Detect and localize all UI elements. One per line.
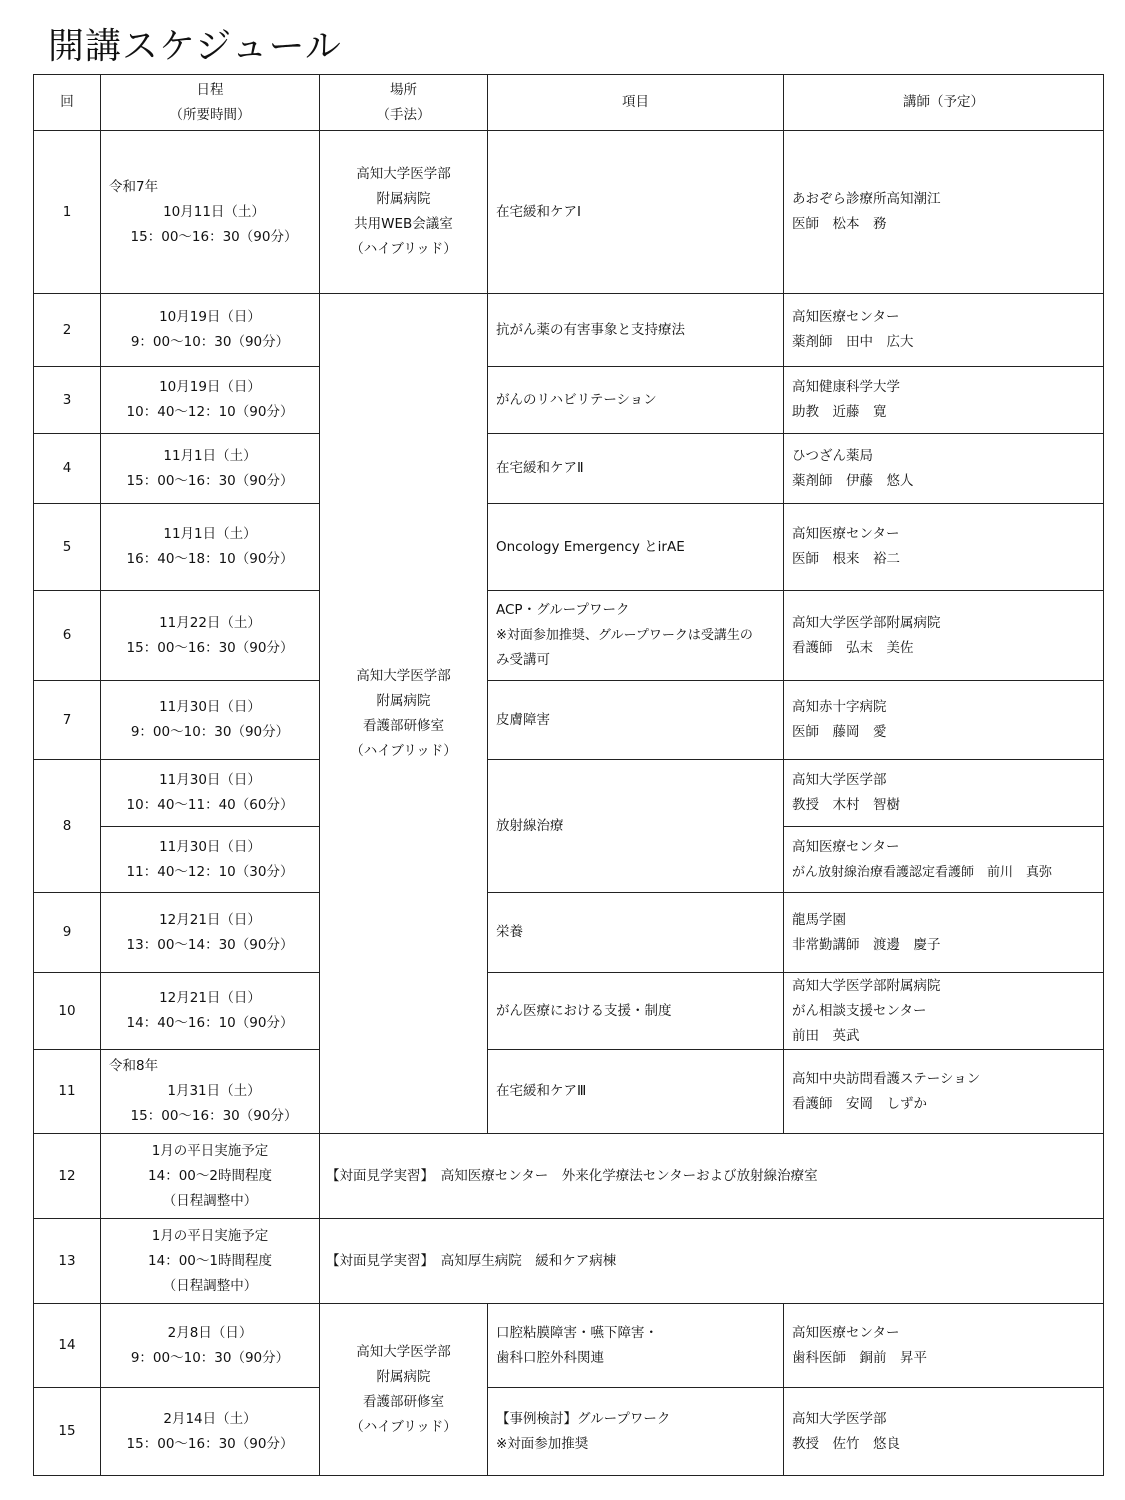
session-lecturer: 高知医療センター 薬剤師 田中 広大 [784, 294, 1104, 367]
header-place: 場所 （手法） [320, 75, 488, 131]
session-lecturer: 高知中央訪問看護ステーション 看護師 安岡 しずか [784, 1050, 1104, 1134]
table-row [34, 1134, 1104, 1219]
session-date: 12月21日（日） 14：40～16：10（90分） [101, 973, 320, 1050]
session-date: 12月21日（日） 13：00～14：30（90分） [101, 893, 320, 973]
session-date: 2月14日（土） 15：00～16：30（90分） [101, 1388, 320, 1476]
session-item: 栄養 [488, 893, 784, 973]
session-date: 令和7年 10月11日（土） 15：00～16：30（90分） [101, 131, 320, 294]
session-item: 抗がん薬の有害事象と支持療法 [488, 294, 784, 367]
session-item: 放射線治療 [488, 760, 784, 893]
table-row [34, 504, 1104, 591]
session-lecturer: 龍馬学園 非常勤講師 渡邊 慶子 [784, 893, 1104, 973]
session-date: 10月19日（日） 9：00～10：30（90分） [101, 294, 320, 367]
session-number: 14 [34, 1304, 101, 1388]
table-row [34, 131, 1104, 294]
session-number: 6 [34, 591, 101, 681]
table-row [34, 681, 1104, 760]
header-item: 項目 [488, 75, 784, 131]
session-date: 11月30日（日） 9：00～10：30（90分） [101, 681, 320, 760]
session-lecturer: 高知大学医学部附属病院 がん相談支援センター 前田 英武 [784, 973, 1104, 1050]
session-date: 1月の平日実施予定 14：00～2時間程度 （日程調整中） [101, 1134, 320, 1219]
header-no: 回 [34, 75, 101, 131]
table-row [34, 893, 1104, 973]
session-number: 3 [34, 367, 101, 434]
table-row [34, 1219, 1104, 1304]
table-row [34, 591, 1104, 681]
session-item: がんのリハビリテーション [488, 367, 784, 434]
session-lecturer: 高知医療センター 歯科医師 銅前 昇平 [784, 1304, 1104, 1388]
session-number: 13 [34, 1219, 101, 1304]
session-lecturer: 高知健康科学大学 助教 近藤 寛 [784, 367, 1104, 434]
session-date: 11月1日（土） 16：40～18：10（90分） [101, 504, 320, 591]
session-date: 令和8年 1月31日（土） 15：00～16：30（90分） [101, 1050, 320, 1134]
session-number: 2 [34, 294, 101, 367]
schedule-table [33, 74, 1104, 1476]
site-visit-description: 【対面見学実習】 高知厚生病院 緩和ケア病棟 [320, 1219, 1104, 1304]
page-title: 開講スケジュール [48, 26, 342, 67]
table-row [34, 434, 1104, 504]
session-number: 7 [34, 681, 101, 760]
session-number: 15 [34, 1388, 101, 1476]
session-lecturer: 高知大学医学部附属病院 看護師 弘末 美佐 [784, 591, 1104, 681]
session-item: 在宅緩和ケアⅢ [488, 1050, 784, 1134]
session-date: 11月30日（日） 11：40～12：10（30分） [101, 827, 320, 893]
session-date: 11月22日（土） 15：00～16：30（90分） [101, 591, 320, 681]
session-number: 9 [34, 893, 101, 973]
session-item: 【事例検討】グループワーク ※対面参加推奨 [488, 1388, 784, 1476]
session-lecturer: あおぞら診療所高知潮江 医師 松本 務 [784, 131, 1104, 294]
session-date: 2月8日（日） 9：00～10：30（90分） [101, 1304, 320, 1388]
session-item: がん医療における支援・制度 [488, 973, 784, 1050]
session-item: 在宅緩和ケアⅠ [488, 131, 784, 294]
session-number: 4 [34, 434, 101, 504]
table-row [34, 294, 1104, 367]
session-lecturer: 高知赤十字病院 医師 藤岡 愛 [784, 681, 1104, 760]
session-place: 高知大学医学部 附属病院 看護部研修室 （ハイブリッド） [320, 294, 488, 1134]
session-number: 11 [34, 1050, 101, 1134]
session-date: 11月1日（土） 15：00～16：30（90分） [101, 434, 320, 504]
site-visit-description: 【対面見学実習】 高知医療センター 外来化学療法センターおよび放射線治療室 [320, 1134, 1104, 1219]
session-date: 1月の平日実施予定 14：00～1時間程度 （日程調整中） [101, 1219, 320, 1304]
session-number: 12 [34, 1134, 101, 1219]
table-row [34, 1388, 1104, 1476]
header-row [34, 75, 1104, 131]
session-item: 口腔粘膜障害・嚥下障害・ 歯科口腔外科関連 [488, 1304, 784, 1388]
session-number: 8 [34, 760, 101, 893]
session-lecturer: 高知医療センター 医師 根来 裕二 [784, 504, 1104, 591]
session-date: 11月30日（日） 10：40～11：40（60分） [101, 760, 320, 827]
session-item: 皮膚障害 [488, 681, 784, 760]
session-item: 在宅緩和ケアⅡ [488, 434, 784, 504]
session-number: 5 [34, 504, 101, 591]
session-number: 1 [34, 131, 101, 294]
session-lecturer: 高知大学医学部 教授 佐竹 悠良 [784, 1388, 1104, 1476]
session-lecturer: 高知医療センター がん放射線治療看護認定看護師 前川 真弥 [784, 827, 1104, 893]
session-date: 10月19日（日） 10：40～12：10（90分） [101, 367, 320, 434]
session-item: ACP・グループワーク ※対面参加推奨、グループワークは受講生の み受講可 [488, 591, 784, 681]
table-row [34, 1050, 1104, 1134]
session-item: Oncology Emergency とirAE [488, 504, 784, 591]
session-lecturer: 高知大学医学部 教授 木村 智樹 [784, 760, 1104, 827]
header-date: 日程 （所要時間） [101, 75, 320, 131]
session-number: 10 [34, 973, 101, 1050]
table-row [34, 367, 1104, 434]
table-row [34, 973, 1104, 1050]
session-place: 高知大学医学部 附属病院 看護部研修室 （ハイブリッド） [320, 1304, 488, 1476]
table-row [34, 760, 1104, 827]
table-row [34, 1304, 1104, 1388]
session-place: 高知大学医学部 附属病院 共用WEB会議室 （ハイブリッド） [320, 131, 488, 294]
header-lecturer: 講師（予定） [784, 75, 1104, 131]
session-lecturer: ひつざん薬局 薬剤師 伊藤 悠人 [784, 434, 1104, 504]
